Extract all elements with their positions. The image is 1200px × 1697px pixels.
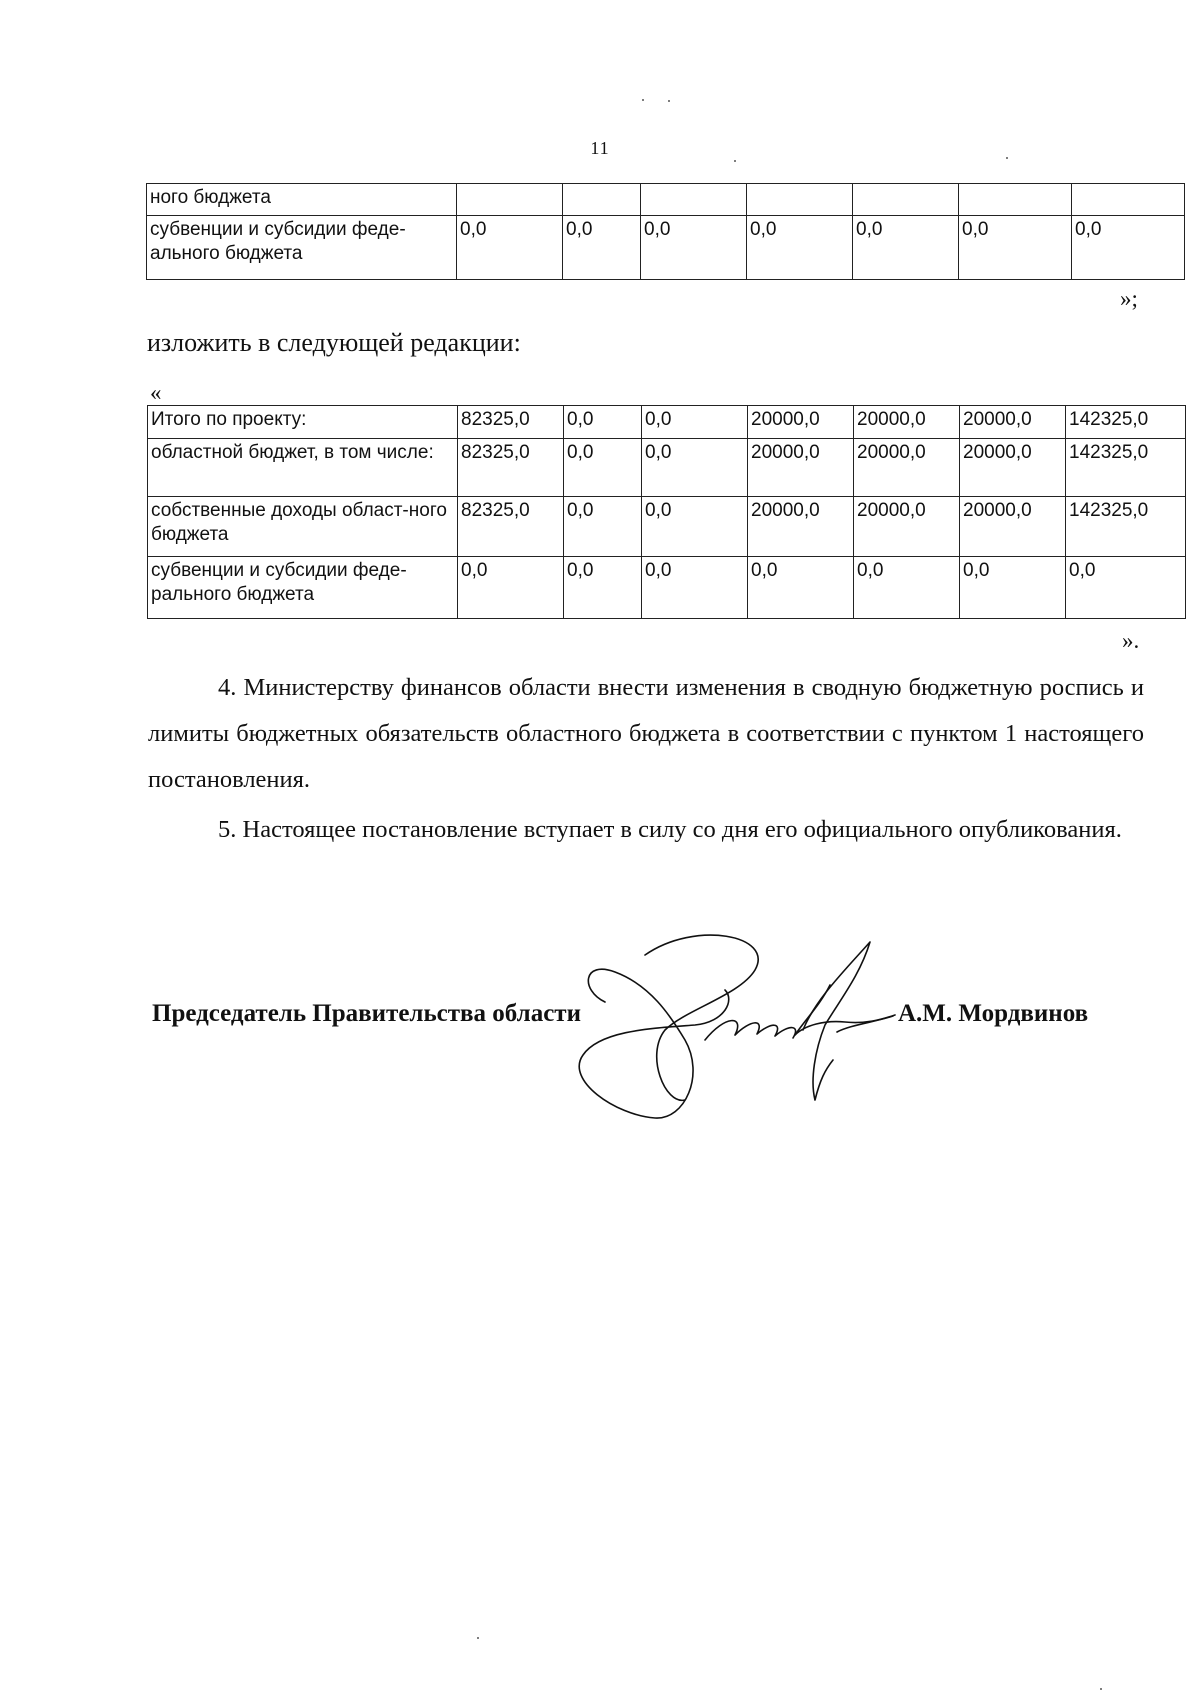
scan-speck	[1100, 1688, 1102, 1690]
row-label: субвенции и субсидии феде-ального бюджета	[147, 216, 457, 280]
table-cell: 0,0	[642, 439, 748, 497]
table-row	[147, 184, 1185, 216]
table-row	[148, 497, 1186, 557]
row-label: собственные доходы област-ного бюджета	[148, 497, 458, 557]
row-label: областной бюджет, в том числе:	[148, 439, 458, 497]
signatory-name: А.М. Мордвинов	[898, 1000, 1089, 1027]
table-cell: 20000,0	[854, 406, 960, 439]
table-cell	[563, 184, 641, 216]
table-cell: 20000,0	[748, 439, 854, 497]
row-label: ного бюджета	[147, 184, 457, 216]
table-cell: 0,0	[1066, 557, 1186, 619]
old-budget-table	[146, 183, 1185, 280]
table-cell: 0,0	[564, 557, 642, 619]
paragraph-5	[148, 807, 1144, 853]
table-cell: 0,0	[854, 557, 960, 619]
row-label: субвенции и субсидии феде-рального бюджета	[148, 557, 458, 619]
table-row	[148, 557, 1186, 619]
table-cell: 0,0	[1072, 216, 1185, 280]
table-cell	[853, 184, 959, 216]
table-cell: 20000,0	[960, 406, 1066, 439]
new-budget-table	[147, 405, 1186, 619]
table-cell: 0,0	[458, 557, 564, 619]
table-cell	[959, 184, 1072, 216]
table-cell: 0,0	[960, 557, 1066, 619]
table-cell: 0,0	[959, 216, 1072, 280]
signatory-title: Председатель Правительства области	[152, 1000, 581, 1027]
paragraph-text: 5. Настоящее постановление вступает в силу со дня его официального опубликования.	[218, 816, 1122, 843]
table-cell	[747, 184, 853, 216]
table-cell: 82325,0	[458, 406, 564, 439]
table-cell: 0,0	[747, 216, 853, 280]
scan-speck	[668, 100, 670, 102]
row-label: Итого по проекту:	[148, 406, 458, 439]
scan-speck	[642, 99, 644, 101]
table-cell: 0,0	[563, 216, 641, 280]
table-cell: 0,0	[564, 439, 642, 497]
table-cell: 20000,0	[748, 406, 854, 439]
table-row	[148, 406, 1186, 439]
table-row	[148, 439, 1186, 497]
table-cell: 142325,0	[1066, 439, 1186, 497]
table-cell: 20000,0	[854, 497, 960, 557]
table-cell: 142325,0	[1066, 406, 1186, 439]
table-row	[147, 216, 1185, 280]
paragraph-text: 4. Министерству финансов области внести изменения в сводную бюджетную роспись и лимиты бюджетных обязательств областного бюджета в соответствии с пунктом 1 настоящего постановления.	[148, 674, 1144, 793]
table-cell: 0,0	[853, 216, 959, 280]
page-number: 11	[590, 138, 610, 158]
table-cell: 0,0	[748, 557, 854, 619]
table-cell: 0,0	[457, 216, 563, 280]
table-cell: 0,0	[642, 406, 748, 439]
table-cell: 0,0	[564, 497, 642, 557]
table-cell: 20000,0	[960, 497, 1066, 557]
table-cell: 0,0	[642, 497, 748, 557]
table-cell	[457, 184, 563, 216]
opening-quote: «	[150, 380, 162, 405]
table-cell: 82325,0	[458, 497, 564, 557]
table-cell: 0,0	[641, 216, 747, 280]
table-cell	[1072, 184, 1185, 216]
table-cell: 82325,0	[458, 439, 564, 497]
handwritten-signature	[575, 930, 935, 1130]
scan-speck	[734, 160, 736, 162]
table-cell: 20000,0	[748, 497, 854, 557]
table-cell: 142325,0	[1066, 497, 1186, 557]
closing-quote: »;	[1120, 286, 1138, 311]
scan-speck	[477, 1637, 479, 1639]
table-cell: 0,0	[642, 557, 748, 619]
closing-quote: ».	[1122, 628, 1140, 653]
paragraph-4	[148, 665, 1144, 803]
table-cell	[641, 184, 747, 216]
table-cell: 0,0	[564, 406, 642, 439]
table-cell: 20000,0	[960, 439, 1066, 497]
table-cell: 20000,0	[854, 439, 960, 497]
amendment-heading: изложить в следующей редакции:	[147, 328, 521, 357]
